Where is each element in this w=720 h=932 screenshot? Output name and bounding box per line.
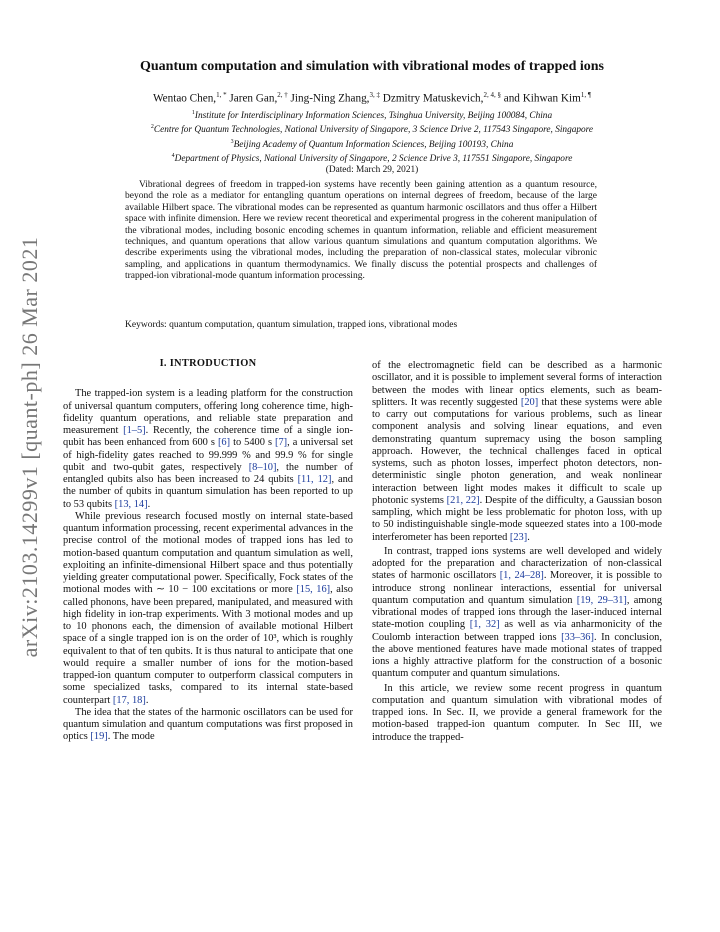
citation-link[interactable]: [8–10] [248,461,277,473]
section-heading: I. INTRODUCTION [159,358,257,369]
citation-link[interactable]: [17, 18] [112,694,146,706]
affiliation-line: $^2$Centre for Quantum Technologies, National University of Singapore, 3 Science Drive 2, 117543 Singapore, Singapore [150,124,594,136]
paper-title: Quantum computation and simulation with vibrational modes of trapped ions [139,59,605,74]
citation-link[interactable]: [23] [509,531,528,543]
affiliation-line: $^1$Institute for Interdisciplinary Information Sciences, Tsinghua University, Beijing 100084, China [191,110,553,122]
author-marker: 2, † [277,91,288,99]
author-name: Jing-Ning Zhang, [290,92,370,105]
citation-link[interactable]: [1, 24–28] [499,570,544,582]
paragraph: While previous research focused mostly on internal state-based quantum information processing, recent experimental advances in the precise control of the motional modes of trapped ions has led to motion-based quantum computation and quantum simulation as well, exploiting an infinite-dimensional Hilbert space and thus potentially yielding greater computational power. Specifically, Fock states of the motional modes with ∼ 10 − 100 excitations or more [15, 16], also called phonons, have been prepared, manipulated, and measured with high fidelity in ion-trap experiments. With 3 motional modes and up to 10 phonons each, the dimension of available motional Hilbert space of a single trapped ion is on the order of 10³, which is roughly equivalent to that of ten qubits. It is thus natural to anticipate that one would require a smaller number of ions for the motion-based trapped-ion quantum computer to outperform classical computers in some specialized tasks, compared to its internal state-based counterpart [17, 18]. [63,510,353,706]
citation-link[interactable]: [1–5] [123,425,146,436]
affiliation-block [60,108,684,176]
citation-link[interactable]: [19] [90,731,108,743]
author-name: Wentao Chen, [153,92,217,105]
affiliation-line: $^4$Department of Physics, National University of Singapore, 2 Science Drive 3, 117551 Singapore, Singapore [171,152,573,164]
citation-link[interactable]: [33–36] [561,631,594,643]
author-marker: 2, 4, § [483,91,501,99]
author-name: Jaren Gan, [229,92,278,105]
arxiv-sidebar-stamp [10,232,50,662]
citation-link[interactable]: [19, 29–31] [576,594,627,606]
citation-link[interactable]: [13, 14] [114,498,148,510]
citation-link[interactable]: [7] [275,437,288,449]
arxiv-identifier: arXiv:2103.14299v1 [quant-ph] 26 Mar 2021 [17,236,42,658]
abstract: Vibrational degrees of freedom in trapped-ion systems have recently been gaining attention as a quantum resource, beyond the role as a mediator for entangling quantum operations on internal degrees of freedom, because of the large available Hilbert space. The vibrational modes can be represented as quantum harmonic oscillators and thus offer a Hilbert space with infinite dimension. Here we review recent theoretical and experimental progress in the coherent manipulation of the vibrational modes, including bosonic encoding schemes in quantum information, reliable and efficient measurement techniques, and quantum operations that allow various quantum simulations and quantum computation algorithms. We describe experiments using the vibrational modes, including the preparation of non-classical states, molecular vibronic sampling, and applications in quantum thermodynamics. We finally discuss the potential prospects and challenges of trapped-ion vibrational-mode quantum information processing. [125,180,597,282]
author-marker: 3, ‡ [369,91,380,99]
left-column [63,358,353,744]
author-list [60,91,684,105]
affiliation-line: $^3$Beijing Academy of Quantum Information Sciences, Beijing 100193, China [230,138,514,150]
author-name: and Kihwan Kim [503,92,581,105]
paragraph: The idea that the states of the harmonic oscillators can be used for quantum simulation and quantum computations was first proposed in optics [19]. The mode [63,706,353,743]
author-marker: 1, ¶ [580,91,591,99]
citation-link[interactable]: [11, 12] [297,474,332,485]
right-column [372,360,662,744]
citation-link[interactable]: [1, 32] [469,619,500,631]
date-line: (Dated: March 29, 2021) [325,165,419,176]
paragraph: In contrast, trapped ions systems are well developed and widely adopted for the preparation and characterization of non-classical states of harmonic oscillators [1, 24–28]. Moreover, it is possible to introduce strong nonlinear interactions, essential for universal quantum computation and quantum simulation [19, 29–31], among vibrational modes of trapped ions through the laser-induced internal state-motion coupling [1, 32] as well as via anharmonicity of the Coulomb interaction between trapped ions [33–36]. In conclusion, the above mentioned features have made motional states of trapped ions a highly attractive platform for the construction of a bosonic quantum computer and quantum simulations. [372,545,663,680]
paragraph: The trapped-ion system is a leading platform for the construction of universal quantum computers, offering long coherence time, high-fidelity quantum operations, and reliable state preparation and measurement [1–5]. Recently, the coherence time of a single ion-qubit has been enhanced from 600 s [6] to 5400 s [7], a universal set of high-fidelity gates reached to 99.999 % and 99.9 % for single qubit and two-qubit gates, respectively [8–10], the number of entangled qubits also has been increased to 24 qubits [11, 12], and the number of qubits in quantum simulation has been reported to up to 53 qubits [13, 14]. [63,388,353,510]
author-name: Dzmitry Matuskevich, [382,92,484,105]
author-marker: 1, * [216,91,227,99]
citation-link[interactable]: [21, 22] [446,494,480,506]
paragraph: of the electromagnetic field can be described as a harmonic oscillator, and it is possible to implement several forms of interaction between the modes with linear optics elements, such as beam-splitters. It was recently suggested [20] that these systems were able to carry out computations for various problems, such as linear component analysis and solving linear equations, and even demonstrating quantum supremacy using the boson sampling approach. However, the technical challenges faced in optical systems, such as photon losses, imperfect photon detectors, non-deterministic single photon generation, and weak nonlinear interaction between light modes makes it difficult to scale up photonic systems [21, 22]. Despite of the difficulty, a Gaussian boson sampling, which might be less problematic for photon loss, with up to 50 indistinguishable single-mode squeezed states into a 100-mode interferometer has been reported [23]. [372,360,662,543]
citation-link[interactable]: [20] [520,396,539,408]
paragraph: In this article, we review some recent progress in quantum computation and quantum simulation with vibrational modes of trapped ions. In Sec. II, we provide a general framework for the motion-based trapped-ion quantum computer. In Sec III, we introduce the trapped- [372,682,662,743]
citation-link[interactable]: [6] [217,437,231,449]
citation-link[interactable]: [15, 16] [296,584,331,596]
keywords-line: Keywords: quantum computation, quantum simulation, trapped ions, vibrational modes [125,320,458,330]
